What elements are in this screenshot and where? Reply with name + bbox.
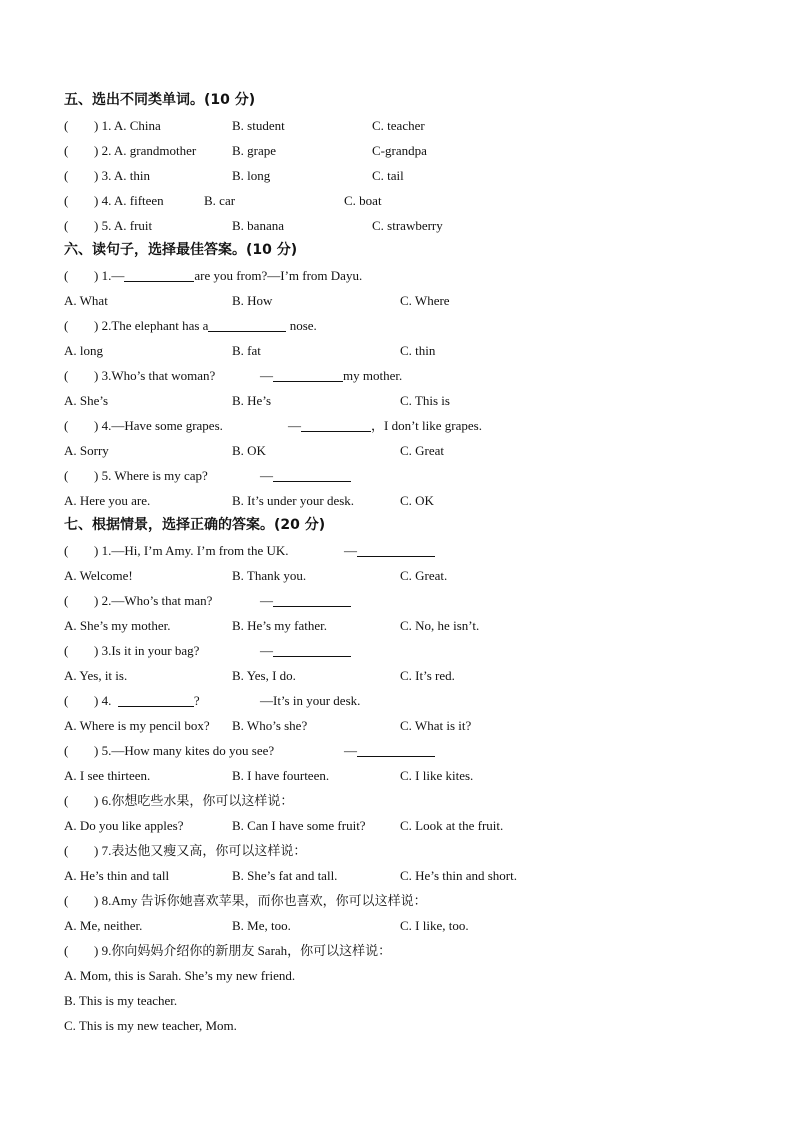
- answer-paren: (: [64, 943, 69, 958]
- answer-blank[interactable]: [208, 316, 286, 332]
- option-b: B. OK: [232, 443, 266, 458]
- question-text: ( ) 1. A. China: [64, 113, 161, 138]
- s6-q4-options: [64, 438, 744, 463]
- option-b: B. student: [232, 118, 285, 133]
- option-b: B. I have fourteen.: [232, 768, 330, 783]
- answer-blank[interactable]: [357, 541, 435, 557]
- option-b: B. She’s fat and tall.: [232, 868, 338, 883]
- answer-paren: (: [64, 693, 69, 708]
- s7-q8: ( ) 8.Amy 告诉你她喜欢苹果，而你也喜欢，你可以这样说：: [64, 888, 744, 913]
- option-b: B. He’s: [232, 393, 271, 408]
- answer-paren: (: [64, 643, 69, 658]
- s7-q4: ( ) 4. ? —It’s in your desk.: [64, 688, 744, 713]
- s6-q3: ( ) 3.Who’s that woman? — my mother.: [64, 363, 744, 388]
- option-c: C. It’s red.: [400, 668, 455, 683]
- option-c: C. teacher: [372, 118, 425, 133]
- answer-paren: (: [64, 368, 69, 383]
- s5-item-5: [64, 213, 744, 238]
- s7-q1-options: [64, 563, 744, 588]
- s7-q7-options: [64, 863, 744, 888]
- question-text: ( ) 4. A. fifteen: [64, 188, 164, 213]
- s7-q3-options: [64, 663, 744, 688]
- option-a: A. He’s thin and tall: [64, 868, 170, 883]
- answer-paren: (: [64, 893, 69, 908]
- option-a: A. long: [64, 343, 103, 358]
- answer-blank[interactable]: [357, 741, 435, 757]
- option-b: B. Yes, I do.: [232, 668, 296, 683]
- section-6-title: 六、读句子，选择最佳答案。(10 分): [64, 242, 298, 258]
- option-c: C. Look at the fruit.: [400, 818, 504, 833]
- answer-paren: (: [64, 318, 69, 333]
- question-text: ( ) 5. A. fruit: [64, 213, 152, 238]
- option-a: A. Welcome!: [64, 568, 133, 583]
- option-c: C. He’s thin and short.: [400, 868, 517, 883]
- section-7-title: 七、根据情景，选择正确的答案。(20 分): [64, 517, 326, 533]
- answer-blank[interactable]: [273, 591, 351, 607]
- option-b: B. Can I have some fruit?: [232, 818, 366, 833]
- question-text: ( ) 2. A. grandmother: [64, 138, 196, 163]
- given-answer: —It’s in your desk.: [260, 693, 361, 708]
- answer-paren: (: [64, 543, 69, 558]
- option-c: C-grandpa: [372, 143, 427, 158]
- s5-item-4: [64, 188, 744, 213]
- answer-paren: (: [64, 593, 69, 608]
- option-b: B. It’s under your desk.: [232, 493, 355, 508]
- option-c: C. Great.: [400, 568, 448, 583]
- s6-q4: ( ) 4.—Have some grapes. — ，I don’t like grapes.: [64, 413, 744, 438]
- s5-item-2: [64, 138, 744, 163]
- answer-paren: (: [64, 843, 69, 858]
- option-b: B. Thank you.: [232, 568, 307, 583]
- s7-q6: ( ) 6.你想吃些水果，你可以这样说：: [64, 788, 744, 813]
- s7-q3: ( ) 3.Is it in your bag? —: [64, 638, 744, 663]
- option-c: C. No, he isn’t.: [400, 618, 480, 633]
- option-a: A. She’s my mother.: [64, 618, 171, 633]
- s7-q7: ( ) 7.表达他又瘦又高，你可以这样说：: [64, 838, 744, 863]
- option-c: C. tail: [372, 168, 404, 183]
- answer-paren: (: [64, 743, 69, 758]
- answer-blank[interactable]: [124, 266, 194, 282]
- option-b: B. He’s my father.: [232, 618, 327, 633]
- option-a: A. She’s: [64, 393, 109, 408]
- answer-paren: (: [64, 193, 69, 208]
- option-a: A. Here you are.: [64, 493, 151, 508]
- option-b: B. fat: [232, 343, 261, 358]
- s7-q2: ( ) 2.—Who’s that man? —: [64, 588, 744, 613]
- s7-q9-option-c: C. This is my new teacher, Mom.: [64, 1018, 237, 1033]
- s5-item-1: [64, 113, 744, 138]
- answer-paren: (: [64, 793, 69, 808]
- option-b: B. Who’s she?: [232, 718, 308, 733]
- option-c: C. Great: [400, 443, 445, 458]
- s6-q5-options: [64, 488, 744, 513]
- option-c: C. What is it?: [400, 718, 472, 733]
- s7-q9-option-a: A. Mom, this is Sarah. She’s my new friend.: [64, 968, 296, 983]
- answer-blank[interactable]: [273, 466, 351, 482]
- s7-q4-options: [64, 713, 744, 738]
- option-a: A. Yes, it is.: [64, 668, 128, 683]
- s6-q1-options: [64, 288, 744, 313]
- option-a: A. Where is my pencil box?: [64, 718, 210, 733]
- answer-blank[interactable]: [273, 366, 343, 382]
- option-c: C. thin: [400, 343, 436, 358]
- answer-paren: (: [64, 118, 69, 133]
- s7-q9-option-b: B. This is my teacher.: [64, 993, 178, 1008]
- option-a: A. Me, neither.: [64, 918, 143, 933]
- option-a: A. I see thirteen.: [64, 768, 151, 783]
- option-a: A. Sorry: [64, 443, 109, 458]
- option-c: C. This is: [400, 393, 450, 408]
- s7-q6-options: [64, 813, 744, 838]
- s6-q5: ( ) 5. Where is my cap? —: [64, 463, 744, 488]
- answer-blank[interactable]: [273, 641, 351, 657]
- option-c: C. Where: [400, 293, 450, 308]
- option-b: B. long: [232, 168, 271, 183]
- s5-item-3: [64, 163, 744, 188]
- s7-q5: ( ) 5.—How many kites do you see? —: [64, 738, 744, 763]
- option-a: A. Do you like apples?: [64, 818, 184, 833]
- option-c: C. OK: [400, 493, 434, 508]
- worksheet: [64, 88, 744, 1038]
- option-c: C. boat: [344, 193, 382, 208]
- answer-paren: (: [64, 268, 69, 283]
- s6-q2: ( ) 2.The elephant has a nose.: [64, 313, 744, 338]
- option-b: B. How: [232, 293, 273, 308]
- question-text: ( ) 3. A. thin: [64, 163, 150, 188]
- answer-blank[interactable]: [118, 691, 194, 707]
- answer-paren: (: [64, 418, 69, 433]
- option-b: B. Me, too.: [232, 918, 291, 933]
- s6-q1: ( ) 1.— are you from?—I’m from Dayu.: [64, 263, 744, 288]
- option-c: C. I like, too.: [400, 918, 469, 933]
- option-b: B. banana: [232, 218, 284, 233]
- option-b: B. car: [204, 193, 236, 208]
- s7-q8-options: [64, 913, 744, 938]
- option-c: C. I like kites.: [400, 768, 474, 783]
- section-5-title: 五、选出不同类单词。(10 分): [64, 92, 256, 108]
- option-c: C. strawberry: [372, 218, 443, 233]
- answer-paren: (: [64, 468, 69, 483]
- answer-paren: (: [64, 143, 69, 158]
- s7-q5-options: [64, 763, 744, 788]
- s7-q2-options: [64, 613, 744, 638]
- s7-q9: ( ) 9.你向妈妈介绍你的新朋友 Sarah，你可以这样说：: [64, 938, 744, 963]
- answer-blank[interactable]: [301, 416, 371, 432]
- option-a: A. What: [64, 293, 108, 308]
- answer-paren: (: [64, 168, 69, 183]
- answer-paren: (: [64, 218, 69, 233]
- s7-q1: ( ) 1.—Hi, I’m Amy. I’m from the UK. —: [64, 538, 744, 563]
- option-b: B. grape: [232, 143, 277, 158]
- s6-q3-options: [64, 388, 744, 413]
- s6-q2-options: [64, 338, 744, 363]
